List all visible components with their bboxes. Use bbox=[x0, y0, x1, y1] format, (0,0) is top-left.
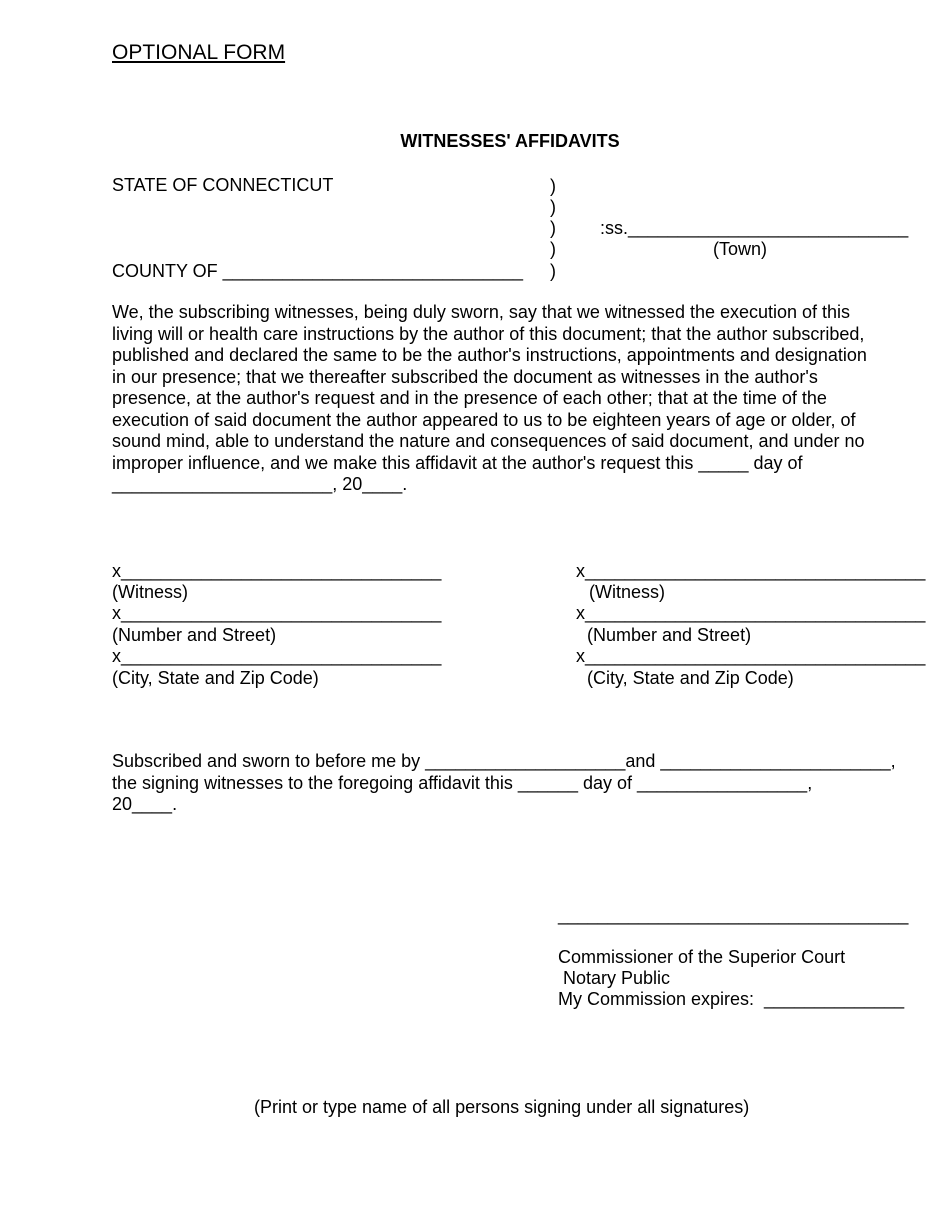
paragraph-line: improper influence, and we make this affidavit at the author's request this _____ day of bbox=[112, 452, 803, 473]
paragraph-line: sound mind, able to understand the nature and consequences of said document, and under no bbox=[112, 431, 865, 451]
ss-town-field[interactable]: :ss.____________________________ bbox=[600, 218, 909, 238]
paragraph-line: execution of said document the author appeared to us to be eighteen years of age or older, of bbox=[112, 409, 856, 430]
commission-expires-field[interactable]: My Commission expires: ______________ bbox=[558, 989, 905, 1009]
town-label: (Town) bbox=[713, 239, 768, 259]
left-city-label: (City, State and Zip Code) bbox=[112, 668, 319, 688]
paragraph-line: presence, at the author's request and in the presence of each other; that at the time of the bbox=[112, 388, 827, 408]
right-street-label: (Number and Street) bbox=[587, 625, 752, 645]
jurat-line: 20____. bbox=[112, 794, 178, 814]
affidavit-paragraph bbox=[112, 302, 912, 496]
right-witness-signature-line[interactable]: x__________________________________ bbox=[576, 561, 926, 581]
venue-paren-4: ) bbox=[550, 239, 556, 259]
venue-paren-2: ) bbox=[550, 197, 556, 217]
left-witness-signature-line[interactable]: x________________________________ bbox=[112, 561, 442, 581]
venue-paren-1: ) bbox=[550, 176, 556, 196]
paragraph-line: in our presence; that we thereafter subscribed the document as witnesses in the author's bbox=[112, 366, 818, 387]
left-street-line[interactable]: x________________________________ bbox=[112, 603, 442, 623]
right-street-line[interactable]: x__________________________________ bbox=[576, 603, 926, 623]
state-label: STATE OF CONNECTICUT bbox=[112, 175, 334, 195]
paragraph-line: published and declared the same to be the author's instructions, appointments and designation bbox=[112, 345, 867, 365]
optional-form-heading: OPTIONAL FORM bbox=[112, 41, 286, 64]
paragraph-line: ______________________, 20____. bbox=[112, 474, 408, 494]
footer-note: (Print or type name of all persons signing under all signatures) bbox=[254, 1097, 750, 1117]
commissioner-label: Commissioner of the Superior Court bbox=[558, 947, 846, 967]
paragraph-line: living will or health care instructions by the author of this document; that the author subscribed, bbox=[112, 323, 865, 344]
paragraph-line: We, the subscribing witnesses, being duly sworn, say that we witnessed the execution of this bbox=[112, 302, 851, 322]
venue-paren-5: ) bbox=[550, 261, 556, 281]
commissioner-signature-line[interactable]: ___________________________________ bbox=[558, 905, 909, 925]
right-city-label: (City, State and Zip Code) bbox=[587, 668, 794, 688]
venue-paren-3: ) bbox=[550, 218, 556, 238]
jurat-line: Subscribed and sworn to before me by ____________________and _______________________, bbox=[112, 751, 896, 771]
left-city-line[interactable]: x________________________________ bbox=[112, 646, 442, 666]
right-witness-label: (Witness) bbox=[589, 582, 665, 602]
jurat-paragraph bbox=[112, 751, 896, 816]
county-field[interactable]: COUNTY OF ______________________________ bbox=[112, 261, 523, 281]
right-city-line[interactable]: x__________________________________ bbox=[576, 646, 926, 666]
jurat-line: the signing witnesses to the foregoing affidavit this ______ day of _________________, bbox=[112, 772, 813, 793]
notary-label: Notary Public bbox=[558, 968, 671, 988]
left-witness-label: (Witness) bbox=[112, 582, 188, 602]
page-title: WITNESSES' AFFIDAVITS bbox=[400, 131, 620, 151]
left-street-label: (Number and Street) bbox=[112, 625, 277, 645]
